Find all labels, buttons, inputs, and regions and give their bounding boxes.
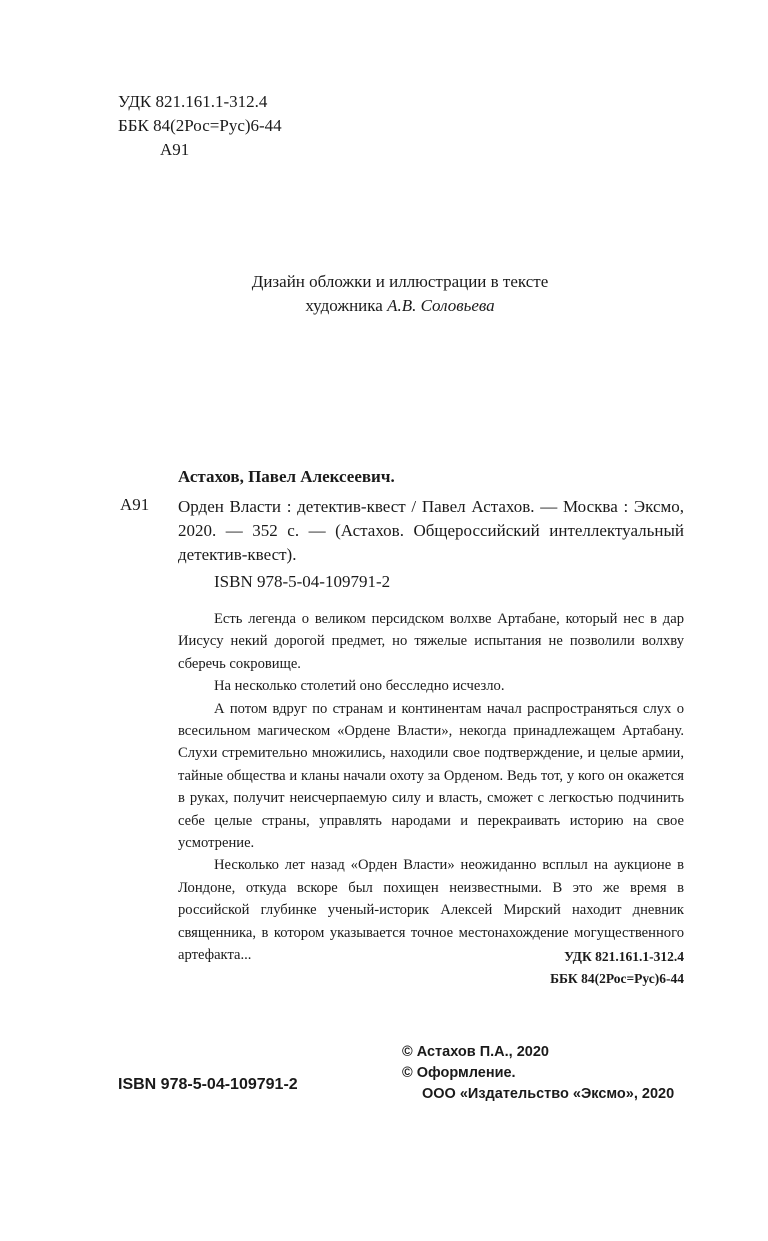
classification-block <box>118 90 282 162</box>
bibliographic-isbn: ISBN 978-5-04-109791-2 <box>214 572 391 591</box>
isbn-bottom: ISBN 978-5-04-109791-2 <box>118 1076 298 1093</box>
illustrator-name: А.В. Соловьева <box>387 296 495 315</box>
copyright-block <box>402 1042 674 1105</box>
bibliographic-mark: А91 <box>120 495 150 514</box>
cover-credit <box>0 270 768 318</box>
annotation-paragraph-2: На несколько столетий оно бесследно исчезло. <box>214 678 505 695</box>
author-mark: А91 <box>160 140 190 159</box>
annotation-paragraph-4: Несколько лет назад «Орден Власти» неожиданно всплыл на аукционе в Лондоне, откуда вскоре был похищен неизвестными. В это же время в российской глубинке ученый-историк Алексей Мирский находит дневник священника, в котором указывается точное местонахождение могущественного артефакта... <box>178 857 684 964</box>
copyright-design: © Оформление. <box>402 1065 516 1081</box>
credit-prefix: художника <box>305 296 388 315</box>
bbk-code: ББК 84(2Рос=Рус)6-44 <box>118 116 282 135</box>
credit-line-1: Дизайн обложки и иллюстрации в тексте <box>251 272 549 291</box>
udk-code: УДК 821.161.1-312.4 <box>118 92 268 111</box>
annotation-paragraph-3: А потом вдруг по странам и континентам начал распространяться слух о всесильном магическом «Ордене Власти», некогда принадлежащем Артабану. Слухи стремительно множились, находили свое подтверждение, и целые армии, тайные общества и кланы начали охоту за Орденом. Ведь тот, у кого он окажется в руках, получит неисчерпаемую силу и власть, сможет с легкостью подчинить себе целые страны, управлять народами и перекраивать историю на свое усмотрение. <box>178 700 684 852</box>
bibliographic-description: Орден Власти : детектив-квест / Павел Астахов. — Москва : Эксмо, 2020. — 352 с. — (Астахов. Общероссийский интеллектуальный детектив-квест). <box>178 497 684 564</box>
copyright-author: © Астахов П.А., 2020 <box>402 1044 549 1060</box>
copyright-publisher: ООО «Издательство «Эксмо», 2020 <box>422 1086 675 1102</box>
credit-line-2 <box>0 294 768 318</box>
udk-code-bottom: УДК 821.161.1-312.4 <box>564 949 684 964</box>
annotation <box>178 608 684 967</box>
annotation-paragraph-1: Есть легенда о великом персидском волхве Артабане, который нес в дар Иисусу некий дорогой предмет, но тяжелые испытания не позволили волхву сберечь сокровище. <box>178 611 684 672</box>
bibliographic-author: Астахов, Павел Алексеевич. <box>178 467 395 486</box>
classification-bottom <box>550 946 684 990</box>
bbk-code-bottom: ББК 84(2Рос=Рус)6-44 <box>550 971 684 986</box>
